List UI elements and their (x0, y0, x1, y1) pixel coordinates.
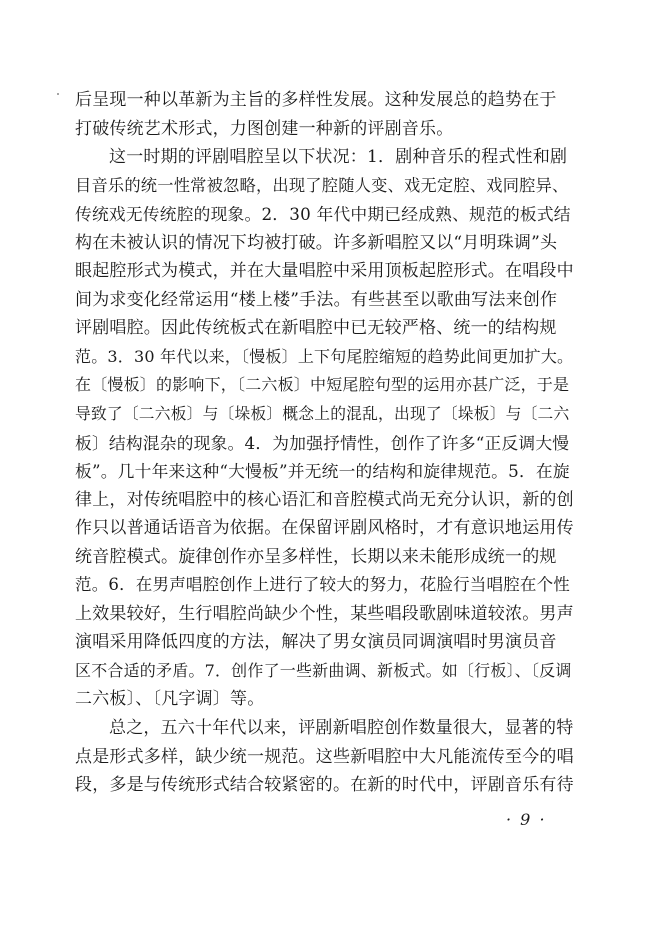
text-line: 段，多是与传统形式结合较紧密的。在新的时代中，评剧音乐有待 (75, 775, 574, 796)
text-line: 二六板〕、〔凡字调〕等。 (75, 689, 265, 710)
body-text (75, 86, 575, 800)
text-line: 后呈现一种以革新为主旨的多样性发展。这种发展总的趋势在于 (75, 90, 557, 110)
text-line: 构在未被认识的情况下均被打破。许多新唱腔又以“月明珠调”头 (75, 232, 558, 253)
text-line: 演唱采用降低四度的方法，解决了男女演员同调演唱时男演员音 (75, 632, 557, 653)
text-line: 传统戏无传统腔的现象。2．30 年代中期已经成熟、规范的板式结 (75, 204, 571, 225)
text-line: 板〕结构混杂的现象。4．为加强抒情性，创作了许多“正反调大慢 (75, 432, 570, 453)
text-line: 统音腔模式。旋律创作亦呈多样性，长期以来未能形成统一的规 (75, 546, 557, 567)
page-number: · 9 · (506, 810, 547, 829)
text-line: 区不合适的矛盾。7．创作了一些新曲调、新板式。如〔行板〕、〔反调 (75, 660, 572, 680)
paragraph-first-line: 总之，五六十年代以来，评剧新唱腔创作数量很大，显著的特 (109, 718, 574, 739)
text-line: 眼起腔形式为模式，并在大量唱腔中采用顶板起腔形式。在唱段中 (75, 261, 574, 282)
text-line: 评剧唱腔。因此传统板式在新唱腔中已无较严格、统一的结构规 (75, 318, 557, 339)
paragraph-first-line: 这一时期的评剧唱腔呈以下状况：1．剧种音乐的程式性和剧 (109, 147, 568, 168)
scan-speck (57, 93, 59, 95)
text-line: 作只以普通话语音为依据。在保留评剧风格时，才有意识地运用传 (75, 518, 574, 539)
text-line: 律上，对传统唱腔中的核心语汇和音腔模式尚无充分认识，新的创 (75, 489, 574, 510)
text-line: 上效果较好，生行唱腔尚缺少个性，某些唱段歌剧味道较浓。男声 (75, 603, 574, 624)
text-line: 打破传统艺术形式，力图创建一种新的评剧音乐。 (75, 118, 454, 139)
text-line: 间为求变化经常运用“楼上楼”手法。有些甚至以歌曲写法来创作 (75, 289, 558, 310)
text-line: 范。3．30 年代以来，〔慢板〕上下句尾腔缩短的趋势此间更加扩大。 (75, 346, 574, 366)
text-line: 板”。几十年来这种“大慢板”并无统一的结构和旋律规范。5．在旋 (75, 461, 570, 482)
text-line: 点是形式多样，缺少统一规范。这些新唱腔中大凡能流传至今的唱 (75, 746, 574, 767)
text-line: 在〔慢板〕的影响下，〔二六板〕中短尾腔句型的运用亦甚广泛，于是 (75, 375, 570, 395)
text-line: 范。6．在男声唱腔创作上进行了较大的努力，花脸行当唱腔在个性 (75, 575, 570, 595)
text-line: 导致了〔二六板〕与〔垛板〕概念上的混乱，出现了〔垛板〕与〔二六 (75, 404, 570, 424)
text-line: 目音乐的统一性常被忽略，出现了腔随人变、戏无定腔、戏同腔异、 (75, 175, 569, 195)
